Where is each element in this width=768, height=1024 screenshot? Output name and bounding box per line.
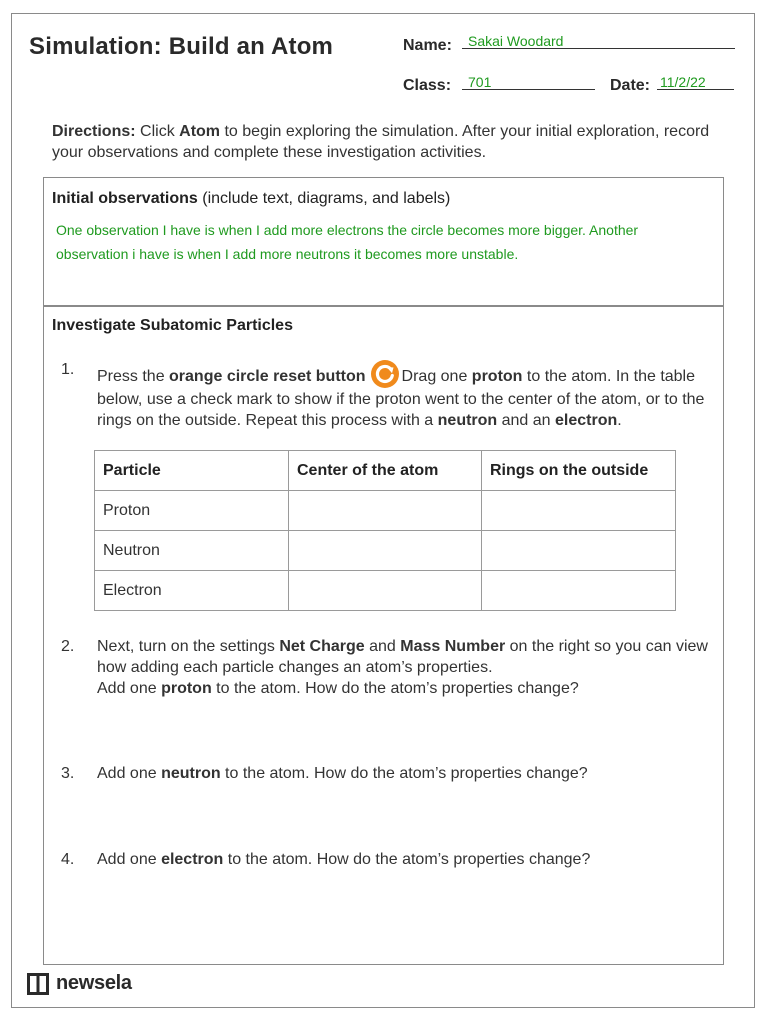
class-value[interactable]: 701 (468, 74, 492, 90)
question-4-number: 4. (61, 851, 75, 868)
question-2-text: Next, turn on the settings Net Charge and Mass Number on the right so you can view how adding each particle changes an atom’s properties. Add one proton to the atom. How do the atom’s properties change? (97, 638, 708, 697)
newsela-logo-text: newsela (56, 972, 132, 994)
table-row (95, 491, 676, 531)
question-1-number: 1. (61, 361, 75, 378)
name-value[interactable]: Sakai Woodard (468, 33, 564, 49)
newsela-logo (27, 972, 132, 995)
table-row (95, 531, 676, 571)
question-1-text: Press the orange circle reset button Drag one proton to the atom. In the table below, use a check mark to show if the proton went to the center of the atom, or to the rings on the outside. Repeat this process with a neutron and an electron. (97, 359, 717, 431)
center-check-cell[interactable] (289, 571, 482, 611)
center-check-cell[interactable] (289, 531, 482, 571)
newsela-logo-icon (27, 973, 49, 995)
investigate-heading: Investigate Subatomic Particles (52, 317, 293, 334)
initial-observations-box (43, 177, 724, 307)
date-value[interactable]: 11/2/22 (660, 74, 706, 90)
table-header-row (95, 451, 676, 491)
rings-check-cell[interactable] (482, 531, 676, 571)
rings-check-cell[interactable] (482, 491, 676, 531)
rings-check-cell[interactable] (482, 571, 676, 611)
column-header-particle: Particle (95, 451, 289, 491)
center-check-cell[interactable] (289, 491, 482, 531)
date-label: Date: (610, 77, 651, 94)
particle-table (94, 450, 676, 611)
question-2-number: 2. (61, 638, 75, 655)
directions-text: Directions: Click Atom to begin exploring the simulation. After your initial exploration, record your observations and complete these investigation activities. (52, 123, 710, 161)
class-label: Class: (403, 77, 452, 94)
question-3-text: Add one neutron to the atom. How do the atom’s properties change? (97, 765, 588, 782)
initial-observations-heading: Initial observations (include text, diagrams, and labels) (52, 190, 451, 207)
particle-cell: Proton (95, 491, 289, 531)
question-3-number: 3. (61, 765, 75, 782)
column-header-center: Center of the atom (289, 451, 482, 491)
particle-cell: Electron (95, 571, 289, 611)
column-header-rings: Rings on the outside (482, 451, 676, 491)
question-4-text: Add one electron to the atom. How do the atom’s properties change? (97, 851, 591, 868)
initial-observations-answer[interactable]: One observation I have is when I add more electrons the circle becomes more bigger. Another observation i have is when I add more neutrons it becomes more unstable. (56, 222, 639, 262)
investigate-box (43, 305, 724, 965)
name-label: Name: (403, 37, 452, 54)
page-title: Simulation: Build an Atom (29, 33, 334, 60)
table-row (95, 571, 676, 611)
particle-cell: Neutron (95, 531, 289, 571)
orange-circle-reset-icon (370, 359, 400, 389)
